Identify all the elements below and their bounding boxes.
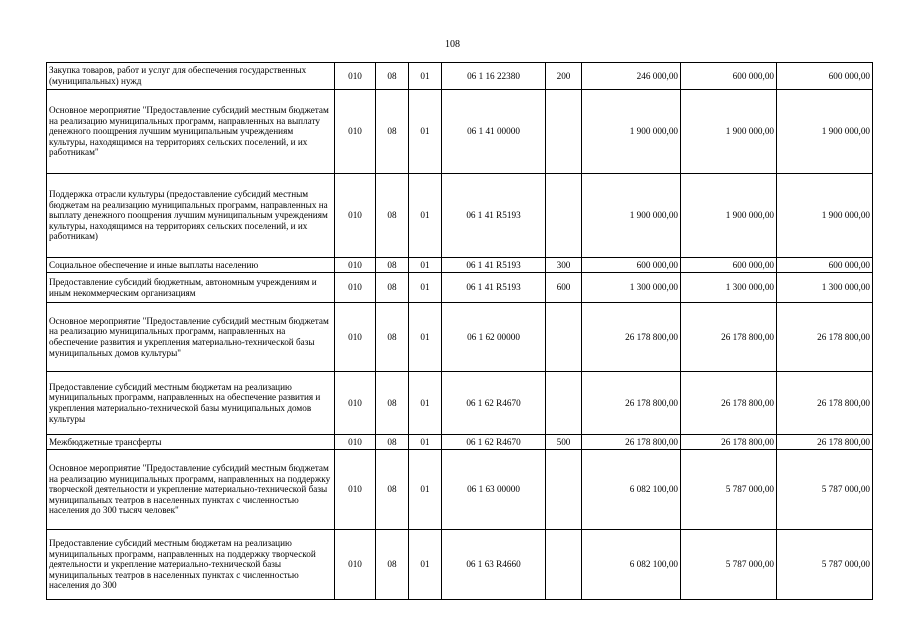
table-row — [47, 450, 873, 530]
row-subsection: 01 — [409, 435, 442, 450]
row-amount-year2: 26 178 800,00 — [681, 372, 777, 435]
row-subsection: 01 — [409, 303, 442, 372]
table-row — [47, 174, 873, 258]
row-ministry: 010 — [335, 90, 376, 174]
row-ministry: 010 — [335, 273, 376, 303]
row-section: 08 — [376, 435, 409, 450]
row-name: Основное мероприятие "Предоставление субсидий местным бюджетам на реализацию муниципальных программ, направленных на обеспечение развития и укрепления материально-технической базы муниципальных домов культуры" — [47, 303, 335, 372]
row-target-code: 06 1 63 00000 — [442, 450, 546, 530]
row-target-code: 06 1 41 R5193 — [442, 273, 546, 303]
row-amount-year2: 5 787 000,00 — [681, 530, 777, 600]
row-amount-year3: 600 000,00 — [777, 63, 873, 90]
row-name: Основное мероприятие "Предоставление субсидий местным бюджетам на реализацию муниципальных программ, направленных на поддержку творческой деятельности и укрепление материально-технической базы муниципальных театров в населенных пунктах с численностью населения до 300 тысяч человек" — [47, 450, 335, 530]
row-target-code: 06 1 62 R4670 — [442, 435, 546, 450]
row-amount-year1: 6 082 100,00 — [582, 450, 681, 530]
row-expense-type: 600 — [546, 273, 582, 303]
row-amount-year2: 26 178 800,00 — [681, 435, 777, 450]
row-section: 08 — [376, 174, 409, 258]
row-name: Предоставление субсидий местным бюджетам на реализацию муниципальных программ, направленных на обеспечение развития и укрепления материально-технической базы муниципальных домов культуры — [47, 372, 335, 435]
row-subsection: 01 — [409, 273, 442, 303]
row-amount-year3: 1 300 000,00 — [777, 273, 873, 303]
row-target-code: 06 1 41 00000 — [442, 90, 546, 174]
row-amount-year1: 600 000,00 — [582, 258, 681, 273]
row-expense-type — [546, 450, 582, 530]
row-amount-year2: 600 000,00 — [681, 258, 777, 273]
row-expense-type — [546, 90, 582, 174]
row-target-code: 06 1 41 R5193 — [442, 174, 546, 258]
row-target-code: 06 1 63 R4660 — [442, 530, 546, 600]
row-section: 08 — [376, 450, 409, 530]
row-amount-year3: 1 900 000,00 — [777, 174, 873, 258]
row-expense-type: 200 — [546, 63, 582, 90]
row-section: 08 — [376, 90, 409, 174]
row-amount-year1: 26 178 800,00 — [582, 435, 681, 450]
row-ministry: 010 — [335, 174, 376, 258]
row-name: Межбюджетные трансферты — [47, 435, 335, 450]
row-amount-year3: 5 787 000,00 — [777, 450, 873, 530]
row-name: Предоставление субсидий бюджетным, автономным учреждениям и иным некоммерческим организациям — [47, 273, 335, 303]
row-ministry: 010 — [335, 303, 376, 372]
row-target-code: 06 1 41 R5193 — [442, 258, 546, 273]
row-name: Поддержка отрасли культуры (предоставление субсидий местным бюджетам на реализацию муниципальных программ, направленных на выплату денежного поощрения лучшим муниципальным учреждениям культуры, находящимся на территориях сельских поселений, и их работникам) — [47, 174, 335, 258]
row-subsection: 01 — [409, 450, 442, 530]
row-amount-year3: 26 178 800,00 — [777, 303, 873, 372]
table-row — [47, 303, 873, 372]
row-amount-year3: 600 000,00 — [777, 258, 873, 273]
row-subsection: 01 — [409, 174, 442, 258]
row-section: 08 — [376, 273, 409, 303]
row-section: 08 — [376, 372, 409, 435]
row-amount-year1: 26 178 800,00 — [582, 372, 681, 435]
row-ministry: 010 — [335, 258, 376, 273]
row-amount-year1: 1 900 000,00 — [582, 90, 681, 174]
row-expense-type — [546, 372, 582, 435]
row-amount-year1: 1 300 000,00 — [582, 273, 681, 303]
row-name: Социальное обеспечение и иные выплаты населению — [47, 258, 335, 273]
table-row — [47, 273, 873, 303]
row-ministry: 010 — [335, 435, 376, 450]
row-ministry: 010 — [335, 372, 376, 435]
row-subsection: 01 — [409, 63, 442, 90]
row-amount-year1: 246 000,00 — [582, 63, 681, 90]
row-section: 08 — [376, 303, 409, 372]
table-row — [47, 435, 873, 450]
row-amount-year2: 1 900 000,00 — [681, 174, 777, 258]
row-amount-year3: 1 900 000,00 — [777, 90, 873, 174]
row-amount-year2: 600 000,00 — [681, 63, 777, 90]
row-name: Предоставление субсидий местным бюджетам на реализацию муниципальных программ, направленных на поддержку творческой деятельности и укрепление материально-технической базы муниципальных театров в населенных пунктах с численностью населения до 300 — [47, 530, 335, 600]
row-name: Закупка товаров, работ и услуг для обеспечения государственных (муниципальных) нужд — [47, 63, 335, 90]
row-subsection: 01 — [409, 530, 442, 600]
table-row — [47, 372, 873, 435]
row-amount-year2: 5 787 000,00 — [681, 450, 777, 530]
row-subsection: 01 — [409, 90, 442, 174]
table-row — [47, 63, 873, 90]
row-amount-year1: 1 900 000,00 — [582, 174, 681, 258]
row-section: 08 — [376, 63, 409, 90]
row-subsection: 01 — [409, 372, 442, 435]
table-row — [47, 530, 873, 600]
page-number: 108 — [445, 39, 460, 50]
table-row — [47, 258, 873, 273]
row-target-code: 06 1 16 22380 — [442, 63, 546, 90]
row-amount-year2: 1 300 000,00 — [681, 273, 777, 303]
row-subsection: 01 — [409, 258, 442, 273]
row-ministry: 010 — [335, 530, 376, 600]
row-amount-year3: 26 178 800,00 — [777, 372, 873, 435]
table-row — [47, 90, 873, 174]
row-amount-year3: 5 787 000,00 — [777, 530, 873, 600]
row-amount-year1: 26 178 800,00 — [582, 303, 681, 372]
row-amount-year3: 26 178 800,00 — [777, 435, 873, 450]
row-target-code: 06 1 62 00000 — [442, 303, 546, 372]
row-amount-year2: 1 900 000,00 — [681, 90, 777, 174]
row-amount-year2: 26 178 800,00 — [681, 303, 777, 372]
row-expense-type — [546, 530, 582, 600]
row-amount-year1: 6 082 100,00 — [582, 530, 681, 600]
row-section: 08 — [376, 258, 409, 273]
row-name: Основное мероприятие "Предоставление субсидий местным бюджетам на реализацию муниципальных программ, направленных на выплату денежного поощрения лучшим муниципальным учреждениям культуры, находящимся на территориях сельских поселений, и их работникам" — [47, 90, 335, 174]
row-ministry: 010 — [335, 450, 376, 530]
row-expense-type — [546, 174, 582, 258]
row-section: 08 — [376, 530, 409, 600]
row-expense-type: 300 — [546, 258, 582, 273]
row-expense-type — [546, 303, 582, 372]
row-ministry: 010 — [335, 63, 376, 90]
row-target-code: 06 1 62 R4670 — [442, 372, 546, 435]
row-expense-type: 500 — [546, 435, 582, 450]
budget-table — [46, 62, 873, 600]
